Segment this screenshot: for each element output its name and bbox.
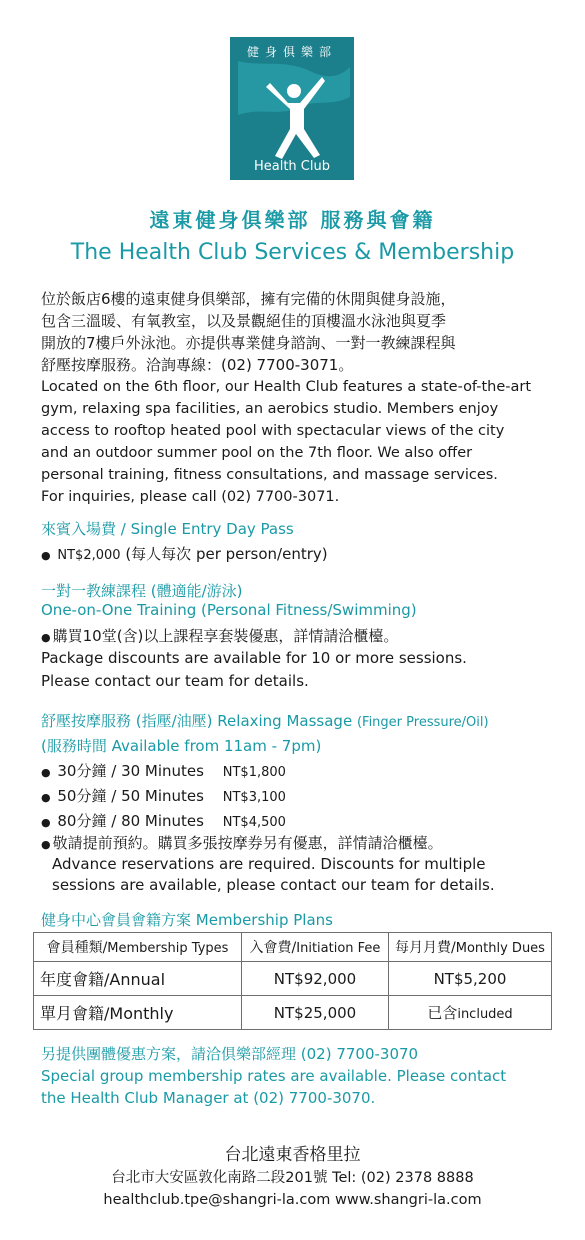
intro-en-line: and an outdoor summer pool on the 7th floor. We also offer — [41, 445, 473, 461]
day-pass-line — [41, 543, 328, 564]
footer-address: 台北市大安區敦化南路二段201號 Tel: (02) 2378 8888 — [111, 1170, 474, 1186]
plan-initiation: NT$25,000 — [242, 996, 389, 1030]
logo-club-text: Health Club — [253, 159, 330, 174]
plan-monthly: NT$5,200 — [389, 962, 552, 996]
plan-monthly: 已含included — [389, 996, 552, 1030]
table-row — [34, 996, 552, 1030]
massage-note-en-2: sessions are available, please contact our team for details. — [52, 876, 495, 894]
page-title-en: The Health Club Services & Membership — [70, 240, 515, 265]
day-pass-detail: (每人每次 per person/entry) — [125, 545, 328, 563]
massage-note-zh-text: 敬請提前預約。購買多張按摩券另有優惠，詳情請洽櫃檯。 — [52, 834, 443, 852]
group-note-zh: 另提供團體優惠方案，請洽俱樂部經理 (02) 7700-3070 — [41, 1045, 419, 1063]
massage-price: NT$1,800 — [222, 765, 286, 780]
intro-zh — [41, 288, 546, 376]
massage-item — [41, 785, 286, 806]
intro-zh-line: 舒壓按摩服務。洽詢專線：(02) 7700-3071。 — [41, 356, 354, 374]
massage-heading-small: (Finger Pressure/Oil) — [356, 715, 489, 730]
column-header-initiation: 入會費/Initiation Fee — [242, 933, 389, 962]
training-note-en-2: Please contact our team for details. — [41, 672, 309, 690]
intro-zh-line: 位於飯店6樓的遠東健身俱樂部，擁有完備的休閒與健身設施， — [41, 290, 456, 308]
training-heading-en: One-on-One Training (Personal Fitness/Swimming) — [41, 601, 417, 619]
massage-note-zh — [41, 832, 443, 853]
column-header-monthly: 每月月費/Monthly Dues — [389, 933, 552, 962]
massage-heading-text: 舒壓按摩服務 (指壓/油壓) Relaxing Massage — [41, 712, 353, 730]
intro-en-line: Located on the 6th floor, our Health Club features a state-of-the-art — [41, 379, 532, 395]
table-row — [34, 962, 552, 996]
training-note-en-1: Package discounts are available for 10 or more sessions. — [41, 649, 467, 667]
massage-item — [41, 760, 286, 781]
plan-type: 年度會籍/Annual — [34, 962, 242, 996]
massage-price: NT$4,500 — [222, 815, 286, 830]
training-note-zh-text: 購買10堂(含)以上課程享套裝優惠，詳情請洽櫃檯。 — [52, 627, 399, 645]
intro-en-line: gym, relaxing spa facilities, an aerobics studio. Members enjoy — [41, 401, 499, 417]
page-title-zh: 遠東健身俱樂部 服務與會籍 — [149, 208, 436, 232]
massage-hours: (服務時間 Available from 11am - 7pm) — [41, 737, 322, 755]
training-note-zh — [41, 625, 398, 646]
intro-en-line: For inquiries, please call (02) 7700-3071. — [41, 489, 340, 505]
table-header-row — [34, 933, 552, 962]
health-club-logo — [230, 37, 354, 180]
plan-initiation: NT$92,000 — [242, 962, 389, 996]
footer-contact: healthclub.tpe@shangri-la.com www.shangri-la.com — [103, 1192, 482, 1208]
plan-type: 單月會籍/Monthly — [34, 996, 242, 1030]
massage-heading — [41, 710, 489, 731]
massage-item — [41, 810, 286, 831]
group-note-en-1: Special group membership rates are available. Please contact — [41, 1067, 507, 1085]
column-header-type: 會員種類/Membership Types — [34, 933, 242, 962]
group-note-en-2: the Health Club Manager at (02) 7700-3070. — [41, 1089, 376, 1107]
intro-zh-line: 包含三溫暖、有氧教室，以及景觀絕佳的頂樓溫水泳池與夏季 — [41, 312, 447, 330]
membership-heading: 健身中心會員會籍方案 Membership Plans — [41, 911, 333, 929]
day-pass-price: NT$2,000 — [57, 548, 121, 563]
logo-brand-text: 健身俱樂部 — [246, 45, 337, 59]
intro-en-line: access to rooftop heated pool with spectacular views of the city — [41, 423, 505, 439]
massage-price: NT$3,100 — [222, 790, 286, 805]
intro-en-line: personal training, fitness consultations, and massage services. — [41, 467, 498, 483]
massage-duration: 50分鐘 / 50 Minutes — [57, 787, 204, 805]
training-heading-zh: 一對一教練課程 (體適能/游泳) — [41, 582, 243, 600]
massage-note-en-1: Advance reservations are required. Discounts for multiple — [52, 855, 486, 873]
day-pass-heading: 來賓入場費 / Single Entry Day Pass — [41, 520, 294, 538]
footer-hotel: 台北遠東香格里拉 — [224, 1145, 361, 1165]
membership-table — [33, 932, 552, 1030]
massage-duration: 80分鐘 / 80 Minutes — [57, 812, 204, 830]
intro-en — [41, 376, 546, 508]
massage-duration: 30分鐘 / 30 Minutes — [57, 762, 204, 780]
intro-zh-line: 開放的7樓戶外泳池。亦提供專業健身諮詢、一對一教練課程與 — [41, 334, 456, 352]
